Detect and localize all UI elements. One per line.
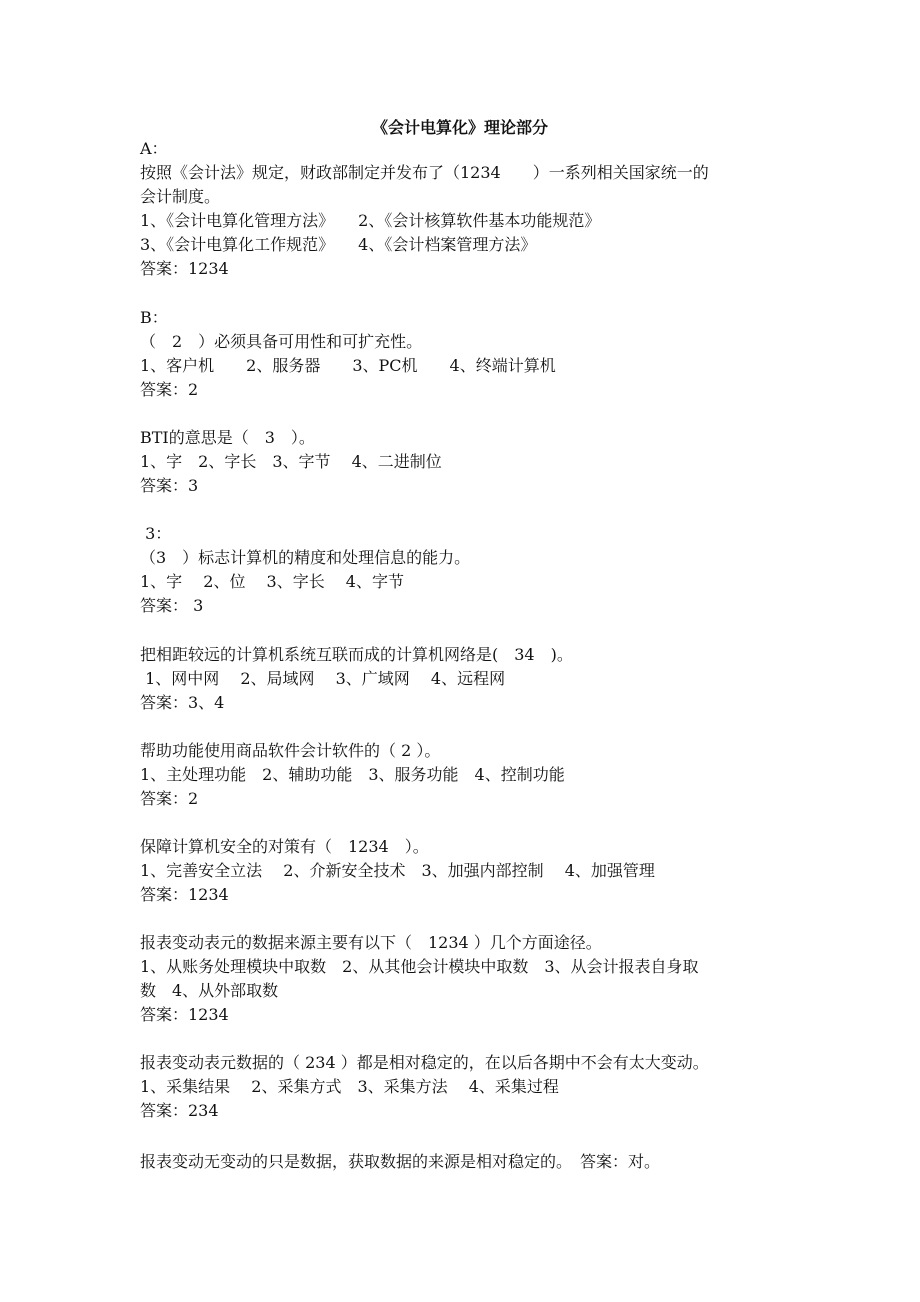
question-9-answer: 答案：234 [140, 1101, 219, 1120]
question-6-options: 1、主处理功能 2、辅助功能 3、服务功能 4、控制功能 [140, 765, 565, 784]
question-10-text-and-answer: 报表变动无变动的只是数据，获取数据的来源是相对稳定的。 答案：对。 [140, 1152, 661, 1171]
question-3-answer: 答案：3 [140, 476, 199, 495]
section-label-a: A： [140, 139, 168, 158]
question-2-options: 1、客户机 2、服务器 3、PC机 4、终端计算机 [140, 356, 556, 375]
section-label-b: B： [140, 308, 168, 327]
question-7-text: 保障计算机安全的对策有（ 1234 ）。 [140, 837, 429, 856]
question-7-answer: 答案：1234 [140, 885, 229, 904]
question-1-text-cont: 会计制度。 [140, 187, 221, 206]
question-1-answer: 答案：1234 [140, 259, 229, 278]
question-9-text: 报表变动表元数据的（ 234 ）都是相对稳定的，在以后各期中不会有太大变动。 [140, 1053, 709, 1072]
question-1-options-b: 3、《会计电算化工作规范》 4、《会计档案管理方法》 [140, 235, 537, 254]
question-1-options-a: 1、《会计电算化管理方法》 2、《会计核算软件基本功能规范》 [140, 211, 601, 230]
question-7-options: 1、完善安全立法 2、介新安全技术 3、加强内部控制 4、加强管理 [140, 861, 655, 880]
question-2-text: （ 2 ）必须具备可用性和可扩充性。 [140, 332, 423, 351]
question-8-options-cont: 数 4、从外部取数 [140, 981, 279, 1000]
question-9-options: 1、采集结果 2、采集方式 3、采集方法 4、采集过程 [140, 1077, 559, 1096]
question-5-text: 把相距较远的计算机系统互联而成的计算机网络是( 34 )。 [140, 645, 573, 664]
section-label-3: 3： [140, 524, 172, 543]
question-4-text: （3 ）标志计算机的精度和处理信息的能力。 [140, 548, 471, 567]
question-5-answer: 答案：3、4 [140, 693, 225, 712]
question-3-text: BTI的意思是（ 3 ）。 [140, 428, 315, 447]
question-1-text: 按照《会计法》规定，财政部制定并发布了（1234 ）一系列相关国家统一的 [140, 163, 709, 182]
question-5-options: 1、网中网 2、局域网 3、广域网 4、远程网 [140, 669, 506, 688]
document-title: 《会计电算化》理论部分 [371, 118, 548, 137]
question-6-text: 帮助功能使用商品软件会计软件的（ 2 ）。 [140, 741, 441, 760]
question-6-answer: 答案：2 [140, 789, 199, 808]
question-2-answer: 答案：2 [140, 380, 199, 399]
question-8-options: 1、从账务处理模块中取数 2、从其他会计模块中取数 3、从会计报表自身取 [140, 957, 699, 976]
question-8-answer: 答案：1234 [140, 1005, 229, 1024]
question-4-options: 1、字 2、位 3、字长 4、字节 [140, 572, 404, 591]
question-4-answer: 答案： 3 [140, 596, 204, 615]
question-3-options: 1、字 2、字长 3、字节 4、二进制位 [140, 452, 442, 471]
question-8-text: 报表变动表元的数据来源主要有以下（ 1234 ）几个方面途径。 [140, 933, 602, 952]
